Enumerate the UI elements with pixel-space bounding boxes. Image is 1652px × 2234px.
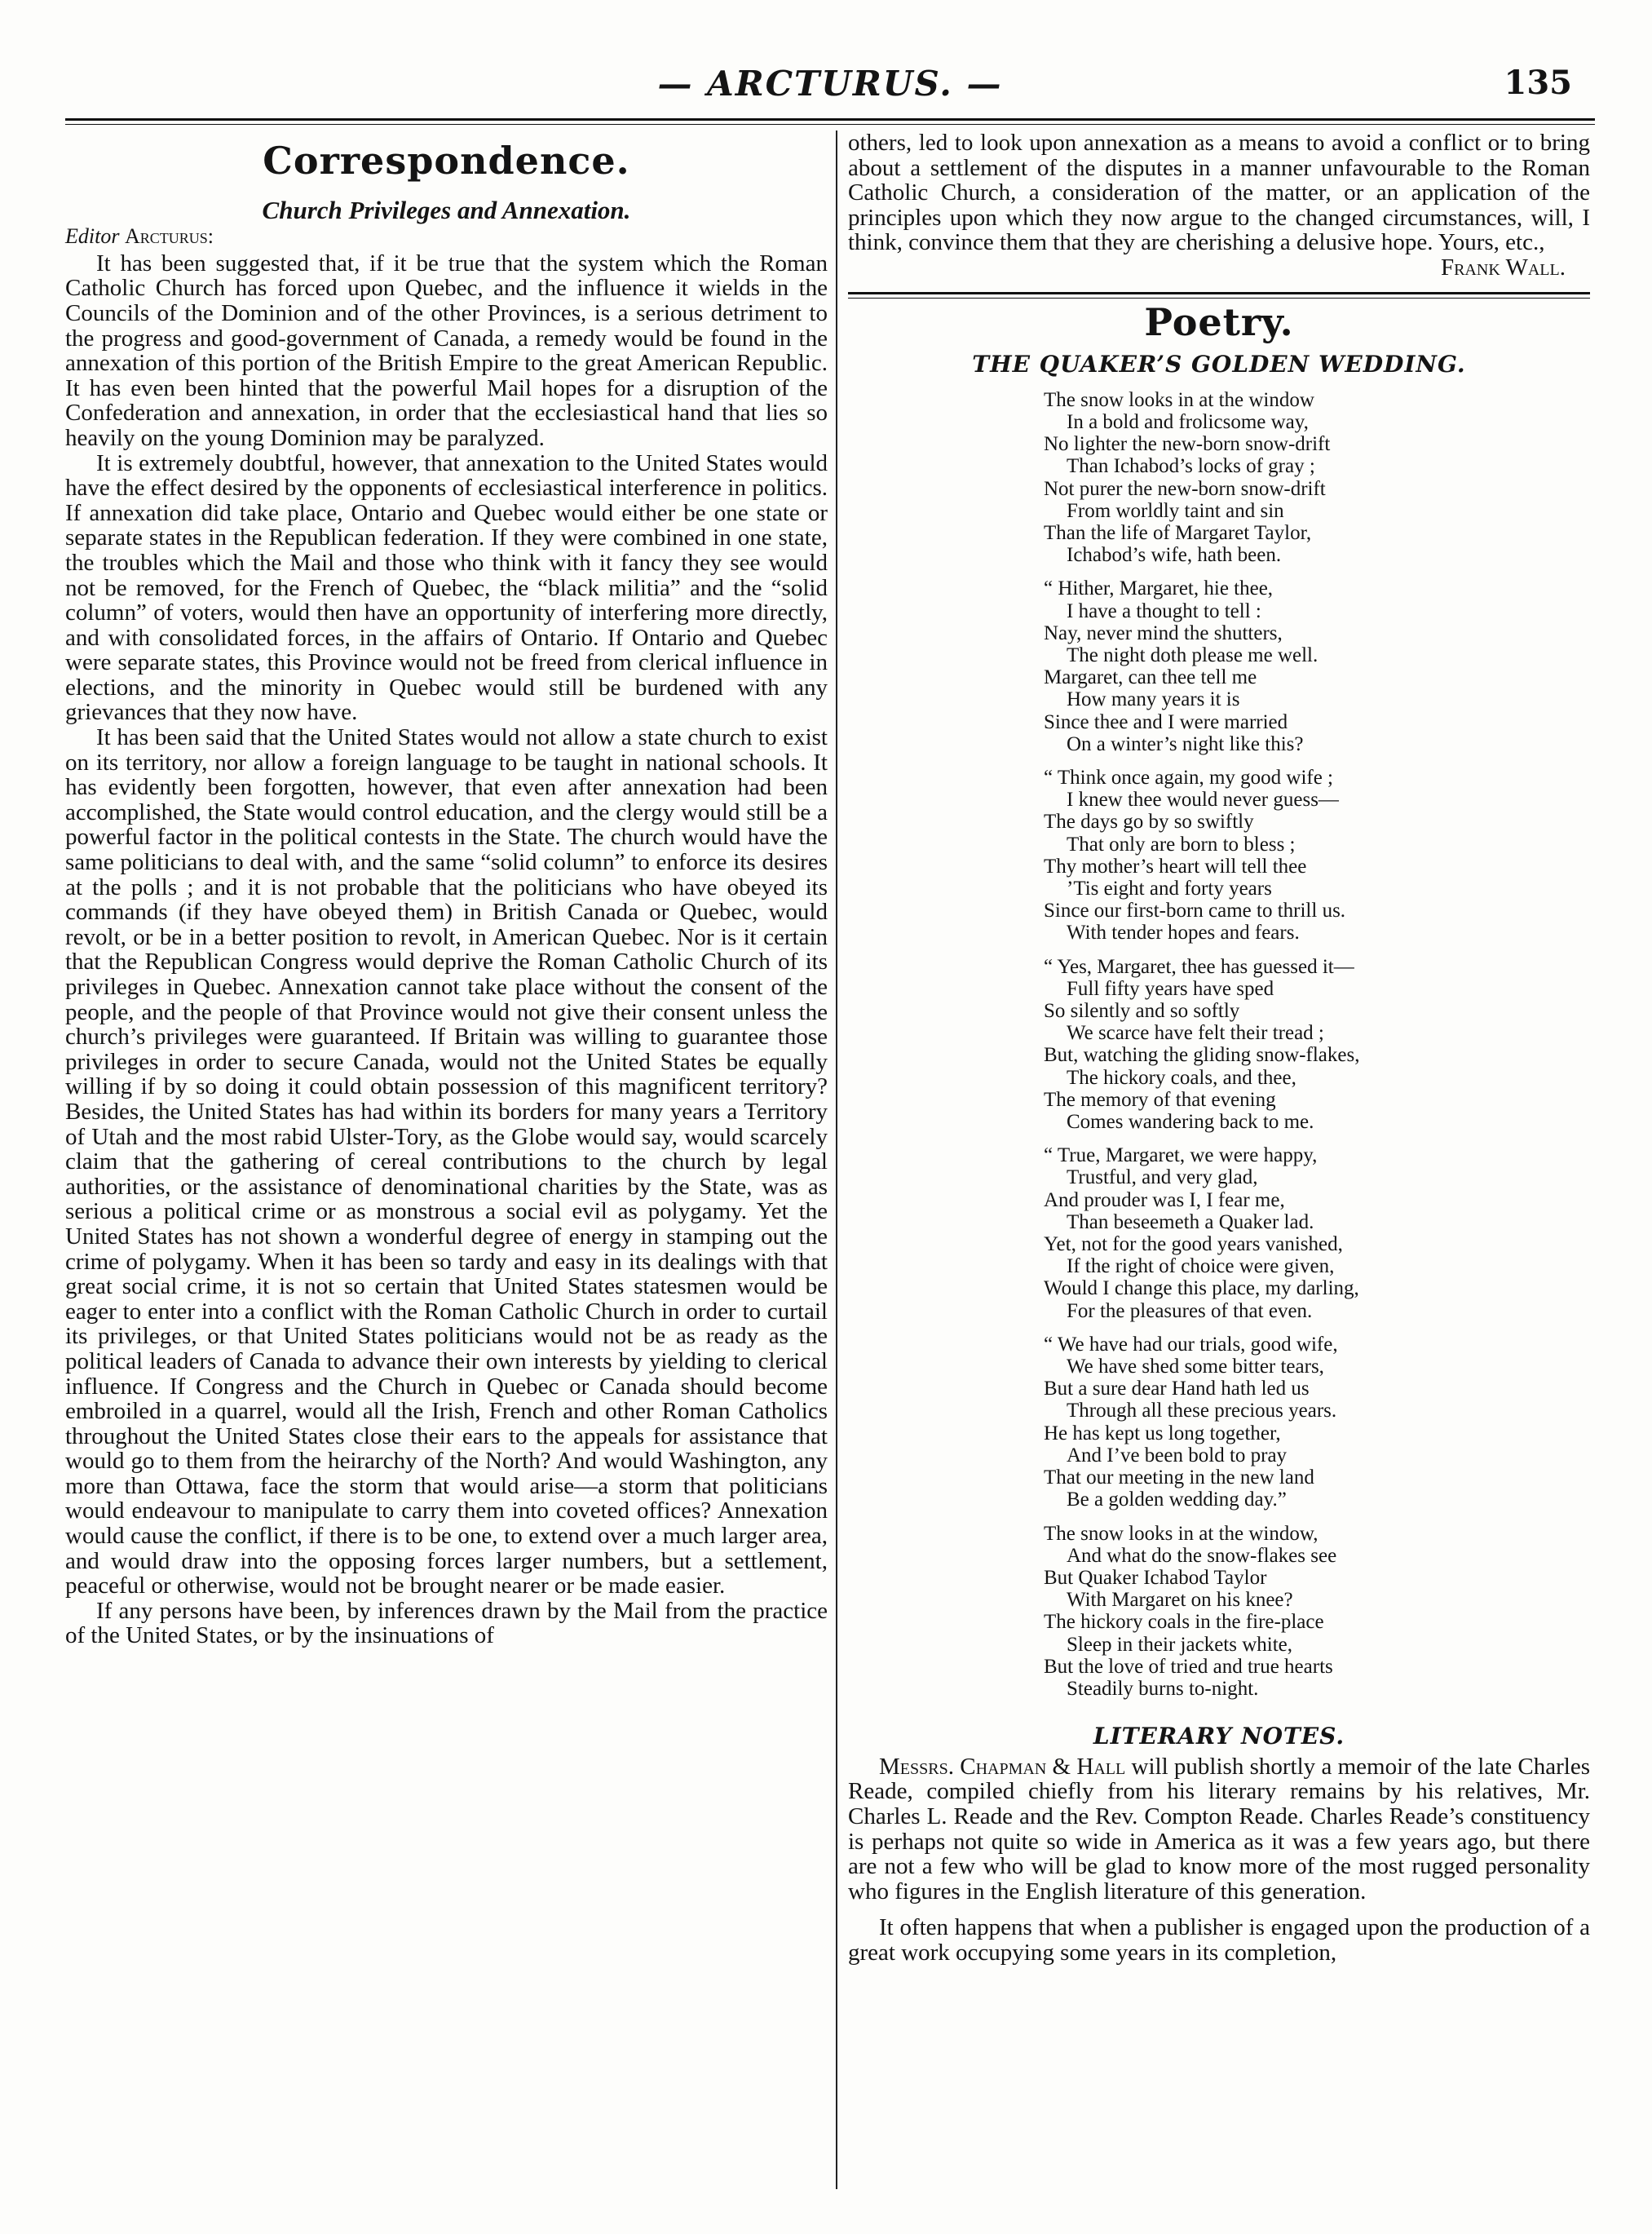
poem-stanza xyxy=(1044,1144,1590,1322)
literary-notes-paragraph-2: It often happens that when a publisher is engaged upon the production of a great work occupying some years in its completion, xyxy=(848,1914,1590,1966)
right-column xyxy=(848,131,1590,2189)
page-number: 135 xyxy=(1504,64,1572,102)
poem-line: Not purer the new-born snow-drift xyxy=(1044,477,1326,500)
poem-line: From worldly taint and sin xyxy=(1067,499,1284,522)
poem-line: So silently and so softly xyxy=(1044,1000,1240,1023)
poem-stanza xyxy=(1044,1523,1590,1701)
poem-line: “ We have had our trials, good wife, xyxy=(1044,1333,1338,1356)
poem-stanza xyxy=(1044,1334,1590,1511)
poem-line: No lighter the new-born snow-drift xyxy=(1044,433,1331,456)
poem-line: And prouder was I, I fear me, xyxy=(1044,1188,1285,1211)
editor-salutation xyxy=(65,224,828,250)
correspondence-paragraph-2: It is extremely doubtful, however, that annexation to the United States would have the effect desired by the opponents of ecclesiastical interference in politics. If annexation did take place, Ontario and Quebec would either be one state or separate states in the Republican federation. If they were combined in one state, the troubles which the Mail and those who think with it fancy they see would not be removed, for the French of Quebec, the “black militia” and the “solid column” of voters, would then have an opportunity of interfering more directly, and with consolidated forces, in the affairs of Ontario. If Ontario and Quebec were separate states, this Province would not be freed from clerical influence in elections, and the minority in Quebec would still be burdened with any grievances that they now have. xyxy=(65,449,828,726)
literary-notes-heading: LITERARY NOTES. xyxy=(1093,1723,1345,1750)
poem-line: The days go by so swiftly xyxy=(1044,811,1254,834)
poem-line: Full fifty years have sped xyxy=(1067,977,1274,1000)
poem-line: Would I change this place, my darling, xyxy=(1044,1277,1359,1300)
editor-name: Arcturus xyxy=(124,224,208,249)
correspondence-heading: Correspondence. xyxy=(263,139,630,183)
poem-line: He has kept us long together, xyxy=(1044,1422,1281,1444)
poem-line: And I’ve been bold to pray xyxy=(1067,1444,1288,1466)
poem-line: For the pleasures of that even. xyxy=(1067,1299,1313,1322)
poem-line: “ True, Margaret, we were happy, xyxy=(1044,1144,1318,1167)
poem-line: But the love of tried and true hearts xyxy=(1044,1655,1333,1678)
poem-line: Comes wandering back to me. xyxy=(1067,1111,1314,1134)
poem-line: On a winter’s night like this? xyxy=(1067,732,1304,755)
poem-line: How many years it is xyxy=(1067,688,1240,711)
poem-line: I knew thee would never guess— xyxy=(1067,789,1339,812)
poem-line: “ Hither, Margaret, hie thee, xyxy=(1044,577,1274,600)
poem-line: We have shed some bitter tears, xyxy=(1067,1356,1324,1378)
poem-line: The hickory coals in the fire-place xyxy=(1044,1611,1324,1634)
poem-line: That our meeting in the new land xyxy=(1044,1466,1314,1489)
poem-line: Than the life of Margaret Taylor, xyxy=(1044,521,1312,544)
editor-suffix: : xyxy=(207,224,214,249)
poem-line: “ Think once again, my good wife ; xyxy=(1044,767,1334,789)
poem-line: Steadily burns to-night. xyxy=(1067,1677,1259,1700)
poem-line: The hickory coals, and thee, xyxy=(1067,1066,1296,1089)
poem-line: The snow looks in at the window xyxy=(1044,388,1314,411)
poetry-heading: Poetry. xyxy=(1144,299,1294,344)
poem-line: With tender hopes and fears. xyxy=(1067,922,1300,944)
poem-line: Ichabod’s wife, hath been. xyxy=(1067,544,1282,567)
poem-line: Nay, never mind the shutters, xyxy=(1044,622,1283,644)
poem-line: Thy mother’s heart will tell thee xyxy=(1044,855,1307,878)
left-column xyxy=(65,131,828,2189)
column-divider xyxy=(836,131,837,2189)
poem-line: The night doth please me well. xyxy=(1067,644,1319,666)
poem-line: That only are born to bless ; xyxy=(1067,833,1296,856)
poem-line: Be a golden wedding day.” xyxy=(1067,1489,1287,1511)
poem-line: ’Tis eight and forty years xyxy=(1067,878,1272,900)
poem-stanza xyxy=(1044,956,1590,1134)
section-rule xyxy=(848,292,1590,299)
article-title: Church Privileges and Annexation. xyxy=(262,195,631,224)
poem-line: But a sure dear Hand hath led us xyxy=(1044,1378,1310,1400)
masthead-title: — ARCTURUS. — xyxy=(657,64,1003,104)
correspondence-continuation: others, led to look upon annexation as a means to avoid a conflict or to bring about a settlement of the disputes in a manner unfavourable to the Roman Catholic Church, a consideration of the matter, or an application of the principles upon which they now argue to the changed circumstances, will, I think, convince them that they are cherishing a delusive hope. Yours, etc., xyxy=(848,130,1590,256)
literary-notes-text: will publish shortly a memoir of the late Charles Reade, compiled chiefly from his literary remains by his relatives, Mr. Charles L. Reade and the Rev. Compton Reade. Charles Reade’s constituency is perhaps not quite so wide in America as it was a few years ago, but there are not a few who will be glad to know more of the most rugged personality who figures in the English literature of this generation. xyxy=(848,1753,1590,1904)
poem-line: If the right of choice were given, xyxy=(1067,1255,1335,1278)
poem-line: Yet, not for the good years vanished, xyxy=(1044,1233,1343,1256)
poem xyxy=(1044,389,1590,1700)
poem-line: And what do the snow-flakes see xyxy=(1067,1544,1337,1567)
poem-line: But Quaker Ichabod Taylor xyxy=(1044,1566,1267,1589)
correspondence-paragraph-1: It has been suggested that, if it be true that the system which the Roman Catholic Church has forced upon Quebec, and the influence it wields in the Councils of the Dominion and of the other Provinces, is a serious detriment to the progress and good-government of Canada, a remedy would be found in the annexation of this portion of the British Empire to the great American Republic. It has even been hinted that the powerful Mail hopes for a disruption of the Confederation and annexation, in order that the ecclesiastical hand that lies so heavily on the young Dominion may be paralyzed. xyxy=(65,250,828,451)
editor-prefix: Editor xyxy=(65,224,120,249)
poem-line: But, watching the gliding snow-flakes, xyxy=(1044,1044,1360,1067)
page-header xyxy=(65,57,1595,122)
letter-signature: Frank Wall. xyxy=(1440,254,1566,281)
poem-line: “ Yes, Margaret, thee has guessed it— xyxy=(1044,955,1354,978)
poem-line: Sleep in their jackets white, xyxy=(1067,1633,1293,1656)
poem-line: Since our first-born came to thrill us. xyxy=(1044,900,1346,922)
header-rule xyxy=(65,118,1595,121)
literary-notes-paragraph-1 xyxy=(848,1754,1590,1904)
poem-line: The memory of that evening xyxy=(1044,1088,1276,1111)
poem-line: We scarce have felt their tread ; xyxy=(1067,1022,1324,1045)
poem-line: In a bold and frolicsome way, xyxy=(1067,410,1309,433)
header-rule-thin xyxy=(65,124,1595,125)
literary-notes-lead: Messrs. Chapman & Hall xyxy=(879,1753,1126,1780)
poem-line: Since thee and I were married xyxy=(1044,710,1288,733)
poem-line: With Margaret on his knee? xyxy=(1067,1589,1293,1612)
poem-stanza xyxy=(1044,577,1590,755)
poem-title: THE QUAKER’S GOLDEN WEDDING. xyxy=(972,351,1466,378)
poem-line: Than beseemeth a Quaker lad. xyxy=(1067,1210,1314,1233)
poem-stanza xyxy=(1044,389,1590,567)
poem-line: The snow looks in at the window, xyxy=(1044,1522,1319,1545)
poem-stanza xyxy=(1044,767,1590,944)
correspondence-paragraph-4: If any persons have been, by inferences drawn by the Mail from the practice of the United States, or by the insinuations of xyxy=(65,1597,828,1649)
poem-line: Through all these precious years. xyxy=(1067,1400,1337,1422)
poem-line: Trustful, and very glad, xyxy=(1067,1166,1258,1189)
poem-line: Margaret, can thee tell me xyxy=(1044,666,1257,689)
poem-line: Than Ichabod’s locks of gray ; xyxy=(1067,455,1315,478)
poem-line: I have a thought to tell : xyxy=(1067,599,1261,622)
correspondence-paragraph-3: It has been said that the United States would not allow a state church to exist on its territory, nor allow a foreign language to be taught in national schools. It has evidently been forgotten, however, that even after annexation had been accomplished, the State would control education, and the clergy would still be a powerful factor in the political contests in the State. The church would have the same politicians to deal with, and the same “solid column” to enforce its desires at the polls ; and it is not probable that the politicians who have obeyed its commands (if they have obeyed them) in British Canada or Quebec, would revolt, or be in a better position to revolt, in American Quebec. Nor is it certain that the Republican Congress would deprive the Roman Catholic Church of its privileges in Quebec. Annexation cannot take place without the consent of the people, and the people of that Province would not give their consent unless the church’s privileges were guaranteed. If Britain was willing to guarantee those privileges in order to secure Canada, would not the United States be equally willing if by so doing it could obtain possession of this magnificent territory? Besides, the United States has had within its borders for many years a Territory of Utah and the most rabid Ulster-Tory, as the Globe would say, would scarcely claim that the gathering of cereal contributions to the church by legal authorities, or the assistance of denominational charities by the State, was as serious a political crime or as monstrous a social evil as polygamy. Yet the United States has not shown a wonderful degree of energy in stamping out the crime of polygamy. When it has been so tardy and easy in its dealings with that great social crime, it is not so certain that United States statesmen would be eager to enter into a conflict with the Roman Catholic Church in order to curtail its privileges, or that United States politicians would not be as ready as the political leaders of Canada to advance their own interests by yielding to clerical influence. If Congress and the Church in Quebec or Canada should become embroiled in a quarrel, would all the Irish, French and other Roman Catholics throughout the United States close their ears to the appeals for assistance that would go to them from the heirarchy of the North? And would Washington, any more than Ottawa, face the storm that would arise—a storm that politicians would endeavour to manipulate to carry them into coveted offices? Annexation would cause the conflict, if there is to be one, to extend over a much larger area, and would draw into the opposing forces larger numbers, but a settlement, peaceful or otherwise, would not be brought nearer or be made easier. xyxy=(65,724,828,1599)
